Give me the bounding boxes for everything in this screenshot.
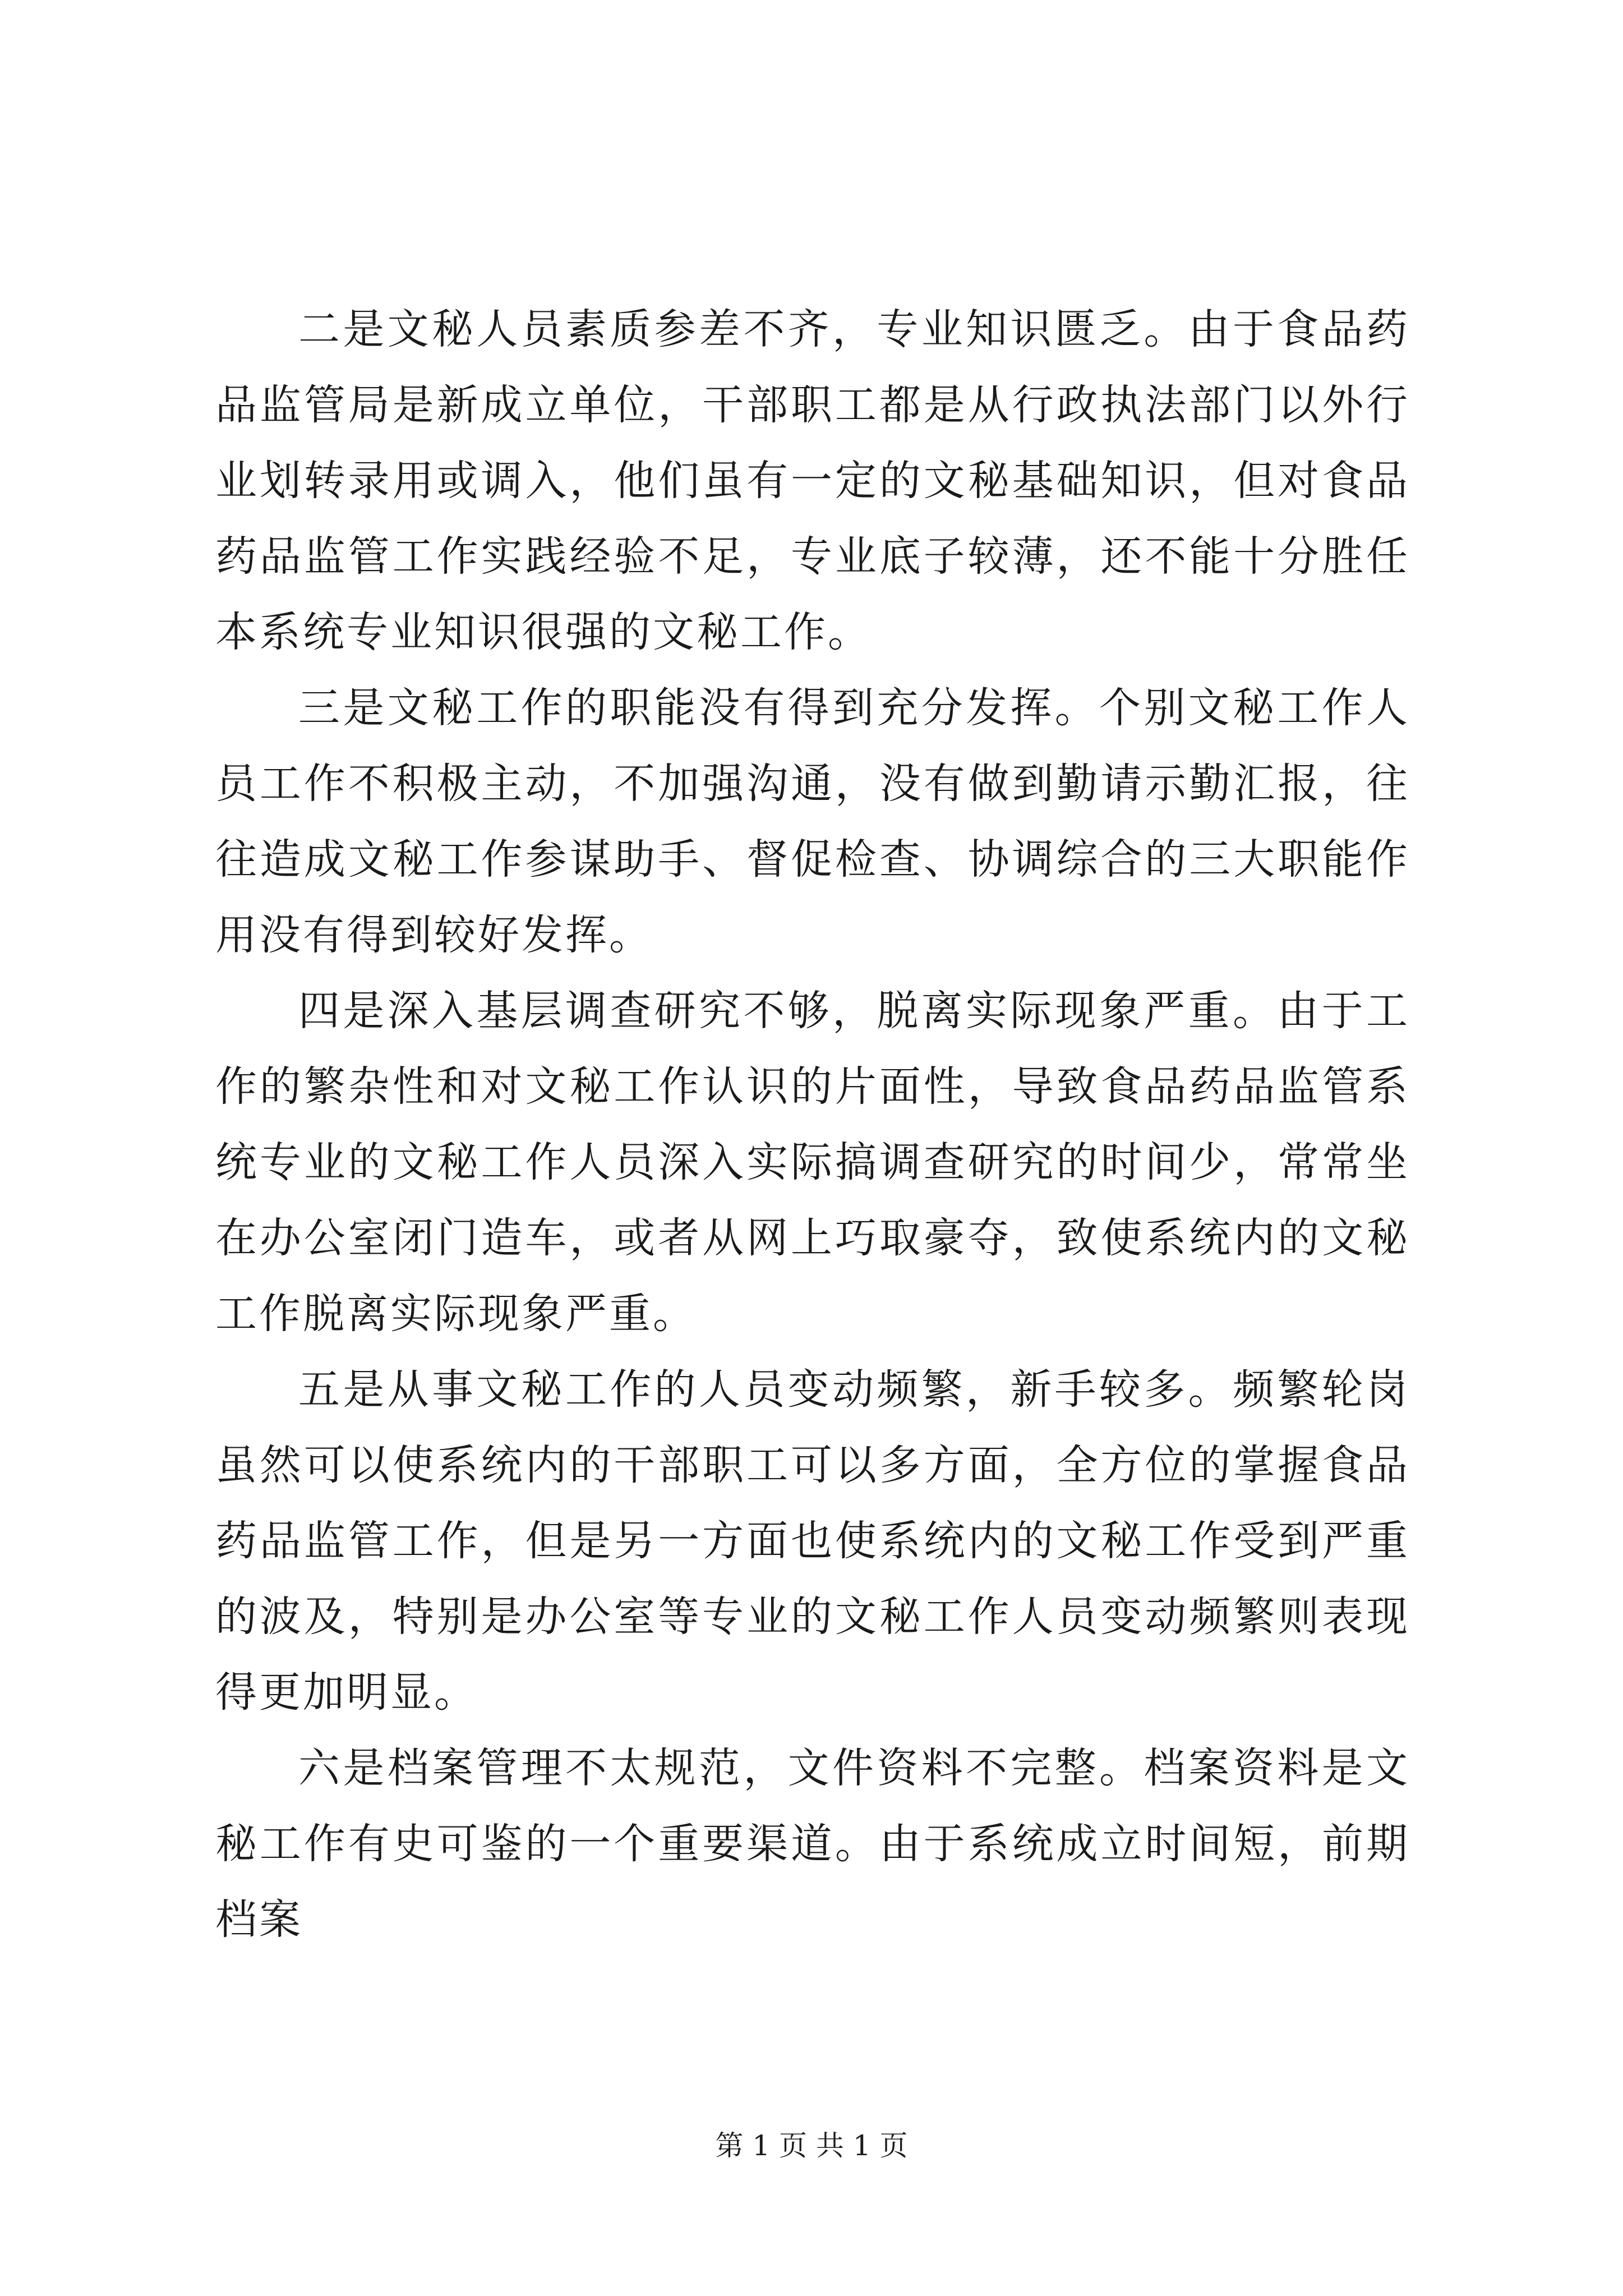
- page-number: 第 1 页 共 1 页: [715, 2129, 908, 2162]
- paragraph-five: 五是从事文秘工作的人员变动频繁，新手较多。频繁轮岗虽然可以使系统内的干部职工可以多方面，全方位的掌握食品药品监管工作，但是另一方面也使系统内的文秘工作受到严重的波及，特别是办公室等专业的文秘工作人员变动频繁则表现得更加明显。: [215, 1365, 1410, 1717]
- paragraph-two: 二是文秘人员素质参差不齐，专业知识匮乏。由于食品药品监管局是新成立单位，干部职工都是从行政执法部门以外行业划转录用或调入，他们虽有一定的文秘基础知识，但对食品药品监管工作实践经验不足，专业底子较薄，还不能十分胜任本系统专业知识很强的文秘工作。: [215, 305, 1410, 656]
- paragraph-three: 三是文秘工作的职能没有得到充分发挥。个别文秘工作人员工作不积极主动，不加强沟通，没有做到勤请示勤汇报，往往造成文秘工作参谋助手、督促检查、协调综合的三大职能作用没有得到较好发挥。: [215, 684, 1410, 959]
- page-footer: [0, 2126, 1623, 2165]
- paragraph-four: 四是深入基层调查研究不够，脱离实际现象严重。由于工作的繁杂性和对文秘工作认识的片面性，导致食品药品监管系统专业的文秘工作人员深入实际搞调查研究的时间少，常常坐在办公室闭门造车，或者从网上巧取豪夺，致使系统内的文秘工作脱离实际现象严重。: [215, 987, 1410, 1338]
- document-body: [215, 292, 1410, 1958]
- paragraph-six: 六是档案管理不太规范，文件资料不完整。档案资料是文秘工作有史可鉴的一个重要渠道。由于系统成立时间短，前期档案: [215, 1744, 1410, 1944]
